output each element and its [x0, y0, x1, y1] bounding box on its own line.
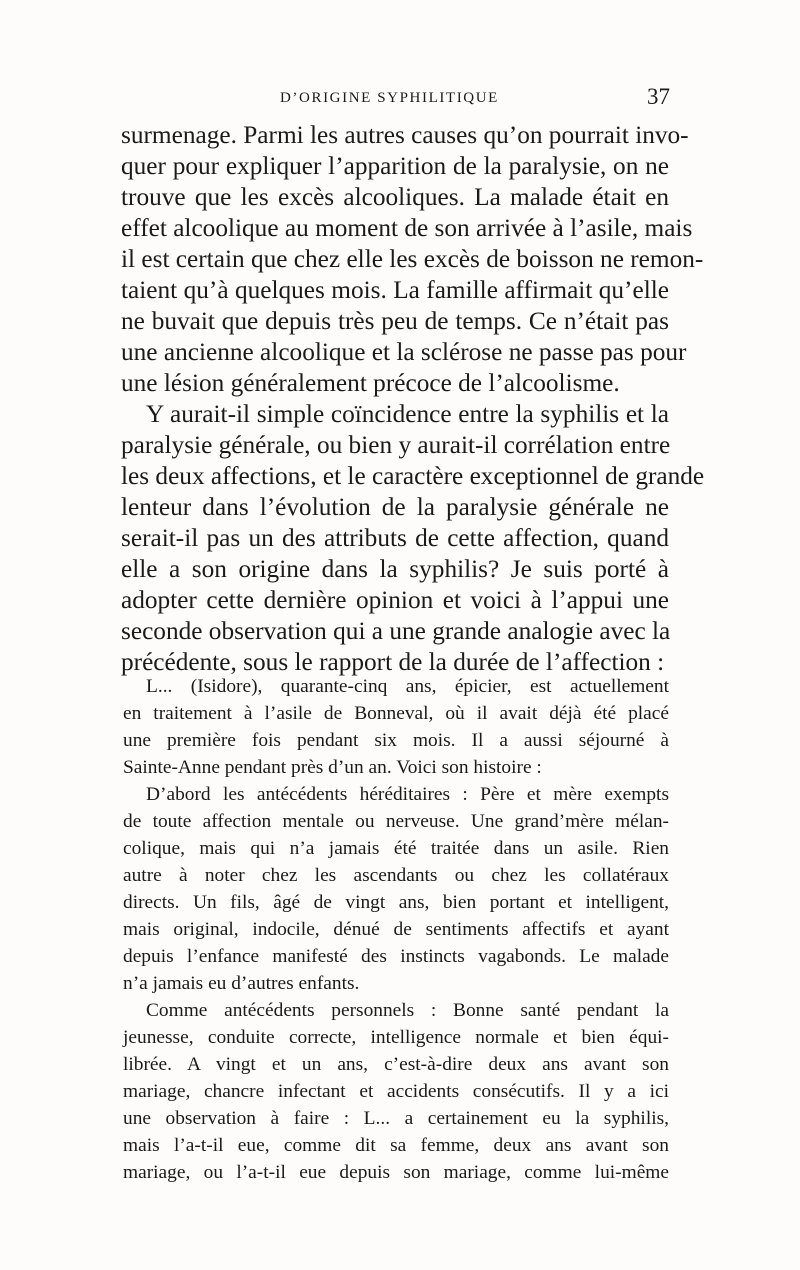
text-line: D’abord les antécédents héréditaires : Père et mère exempts — [146, 784, 669, 805]
page-number: 37 — [647, 84, 670, 109]
text-line: seconde observation qui a une grande analogie avec la — [121, 617, 671, 645]
text-line: elle a son origine dans la syphilis? Je suis porté à — [121, 555, 669, 583]
text-line: n’a jamais eu d’autres enfants. — [123, 973, 360, 994]
text-line: librée. A vingt et un ans, c’est-à-dire deux ans avant son — [123, 1054, 669, 1075]
text-line: précédente, sous le rapport de la durée de l’affection : — [121, 648, 665, 676]
text-line: autre à noter chez les ascendants ou chez les collatéraux — [123, 865, 669, 886]
text-line: lenteur dans l’évolution de la paralysie générale ne — [121, 493, 669, 521]
text-line: quer pour expliquer l’apparition de la paralysie, on ne — [121, 152, 669, 180]
text-line: paralysie générale, ou bien y aurait-il corrélation entre — [121, 431, 671, 459]
text-line: il est certain que chez elle les excès de boisson ne remon- — [121, 245, 704, 273]
text-line: directs. Un fils, âgé de vingt ans, bien portant et intelligent, — [123, 892, 669, 913]
text-line: ne buvait que depuis très peu de temps. Ce n’était pas — [121, 307, 669, 335]
text-line: serait-il pas un des attributs de cette affection, quand — [121, 524, 669, 552]
running-head — [122, 84, 670, 116]
text-line: Y aurait-il simple coïncidence entre la syphilis et la — [146, 400, 669, 428]
text-line: Sainte-Anne pendant près d’un an. Voici son histoire : — [123, 757, 542, 778]
text-line: colique, mais qui n’a jamais été traitée dans un asile. Rien — [123, 838, 669, 859]
text-line: une lésion généralement précoce de l’alcoolisme. — [121, 369, 620, 397]
text-line: les deux affections, et le caractère exceptionnel de grande — [121, 462, 705, 490]
text-line: depuis l’enfance manifesté des instincts vagabonds. Le malade — [123, 946, 669, 967]
running-title: D’ORIGINE SYPHILITIQUE — [280, 90, 499, 106]
text-line: une ancienne alcoolique et la sclérose ne passe pas pour — [121, 338, 687, 366]
text-line: adopter cette dernière opinion et voici à l’appui une — [121, 586, 669, 614]
text-line: mais l’a-t-il eue, comme dit sa femme, deux ans avant son — [123, 1135, 669, 1156]
text-line: jeunesse, conduite correcte, intelligence normale et bien équi- — [123, 1027, 669, 1048]
text-line: trouve que les excès alcooliques. La malade était en — [121, 183, 669, 211]
text-line: Comme antécédents personnels : Bonne santé pendant la — [146, 1000, 669, 1021]
text-line: surmenage. Parmi les autres causes qu’on pourrait invo- — [121, 121, 689, 149]
text-line: une première fois pendant six mois. Il a aussi séjourné à — [123, 730, 669, 751]
text-line: effet alcoolique au moment de son arrivée à l’asile, mais — [121, 214, 693, 242]
text-line: mais original, indocile, dénué de sentiments affectifs et ayant — [123, 919, 669, 940]
text-line: de toute affection mentale ou nerveuse. Une grand’mère mélan- — [123, 811, 669, 832]
text-line: taient qu’à quelques mois. La famille affirmait qu’elle — [121, 276, 669, 304]
text-line: en traitement à l’asile de Bonneval, où il avait déjà été placé — [123, 703, 669, 724]
text-line: une observation à faire : L... a certainement eu la syphilis, — [123, 1108, 669, 1129]
text-line: mariage, ou l’a-t-il eue depuis son mariage, comme lui-même — [123, 1162, 669, 1183]
text-line: L... (Isidore), quarante-cinq ans, épicier, est actuellement — [146, 676, 669, 697]
text-line: mariage, chancre infectant et accidents consécutifs. Il y a ici — [123, 1081, 669, 1102]
